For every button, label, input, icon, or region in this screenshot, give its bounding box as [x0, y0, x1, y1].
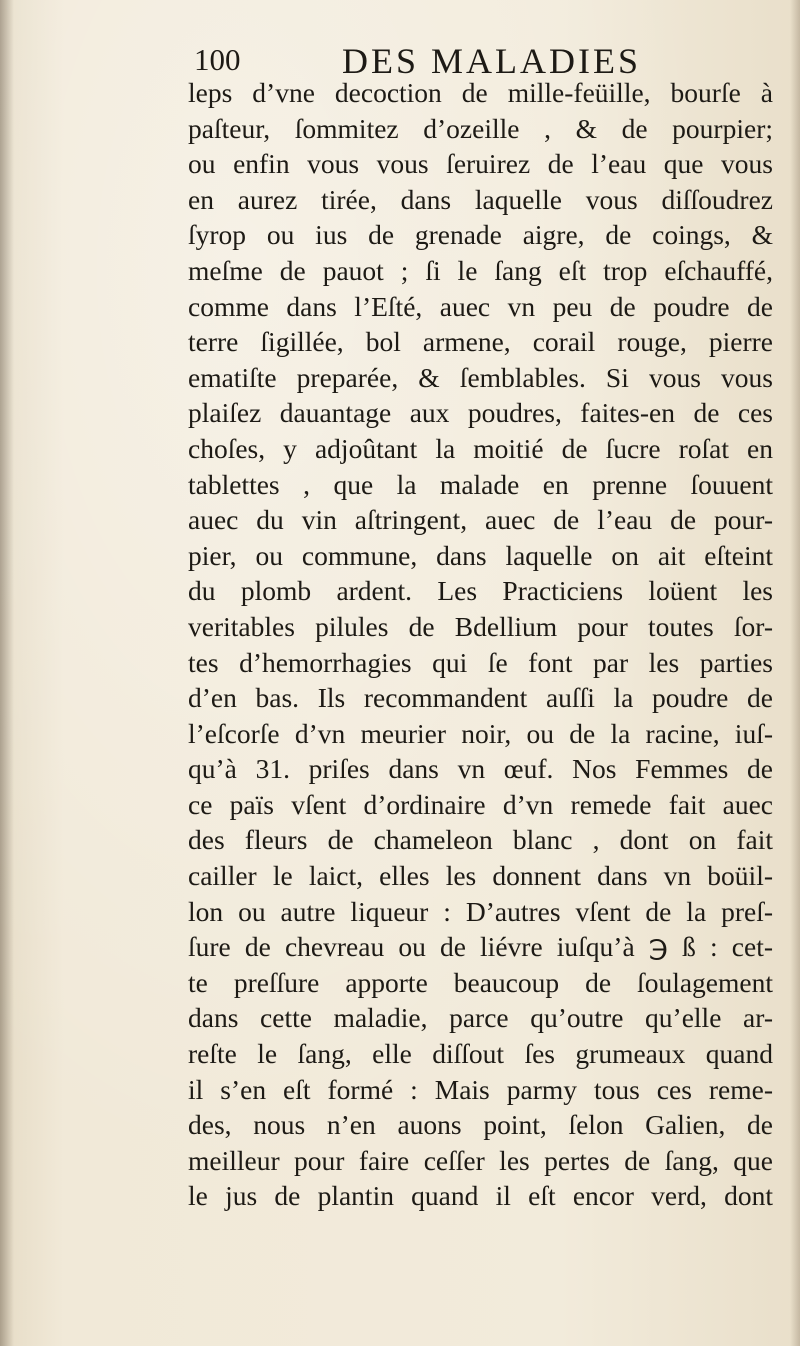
- text-line: tes d’hemorrhagies qui ſe font par les parties: [188, 646, 773, 678]
- text-line: dans cette maladie, parce qu’outre qu’elle ar-: [188, 1002, 773, 1034]
- text-line: comme dans l’Eſté, auec vn peu de poudre de: [188, 290, 773, 322]
- body-text: [188, 75, 773, 1214]
- text-line: plaiſez dauantage aux poudres, faites-en de ces: [188, 397, 773, 429]
- text-line: du plomb ardent. Les Practiciens loüent les: [188, 575, 773, 607]
- text-line: ou enfin vous vous ſeruirez de l’eau que vous: [188, 148, 773, 180]
- text-line: qu’à 31. priſes dans vn œuf. Nos Femmes de: [188, 753, 773, 785]
- text-line: en aurez tirée, dans laquelle vous diſſoudrez: [188, 183, 773, 215]
- text-line: meſme de pauot ; ſi le ſang eſt trop eſchauffé,: [188, 254, 773, 286]
- text-line: ſure de chevreau ou de liévre iuſqu’à ℈ ß : cet-: [188, 931, 773, 963]
- text-line: veritables pilules de Bdellium pour toutes ſor-: [188, 610, 773, 642]
- spine-shadow: [0, 0, 14, 1346]
- text-line: choſes, y adjoûtant la moitié de ſucre roſat en: [188, 432, 773, 464]
- text-line: pier, ou commune, dans laquelle on ait eſteint: [188, 539, 773, 571]
- text-line: des, nous n’en auons point, ſelon Galien, de: [188, 1109, 773, 1141]
- text-line: terre ſigillée, bol armene, corail rouge, pierre: [188, 326, 773, 358]
- text-line: il s’en eſt formé : Mais parmy tous ces reme-: [188, 1073, 773, 1105]
- text-line: l’eſcorſe d’vn meurier noir, ou de la racine, iuſ-: [188, 717, 773, 749]
- text-line: te preſſure apporte beaucoup de ſoulagement: [188, 966, 773, 998]
- text-line: paſteur, ſommitez d’ozeille , & de pourpier;: [188, 112, 773, 144]
- text-line: ematiſte preparée, & ſemblables. Si vous vous: [188, 361, 773, 393]
- running-title: DES MALADIES: [342, 41, 642, 81]
- text-line: d’en bas. Ils recommandent auſſi la poudre de: [188, 682, 773, 714]
- text-line: leps d’vne decoction de mille-feüille, bourſe à: [188, 77, 773, 108]
- text-line: auec du vin aſtringent, auec de l’eau de pour-: [188, 504, 773, 536]
- text-line: ce païs vſent d’ordinaire d’vn remede fait auec: [188, 788, 773, 820]
- text-line: meilleur pour faire ceſſer les pertes de ſang, que: [188, 1144, 773, 1176]
- text-line: lon ou autre liqueur : D’autres vſent de la preſ-: [188, 895, 773, 927]
- text-line: le jus de plantin quand il eſt encor verd, dont: [188, 1180, 773, 1212]
- text-line: tablettes , que la malade en prenne ſouuent: [188, 468, 773, 500]
- text-line: des fleurs de chameleon blanc , dont on fait: [188, 824, 773, 856]
- text-line: reſte le ſang, elle diſſout ſes grumeaux quand: [188, 1038, 773, 1070]
- page-edge-shadow: [790, 0, 800, 1346]
- page-number: 100: [194, 42, 241, 77]
- text-line: cailler le laict, elles les donnent dans vn boüil-: [188, 860, 773, 892]
- text-line: ſyrop ou ius de grenade aigre, de coings, &: [188, 219, 773, 251]
